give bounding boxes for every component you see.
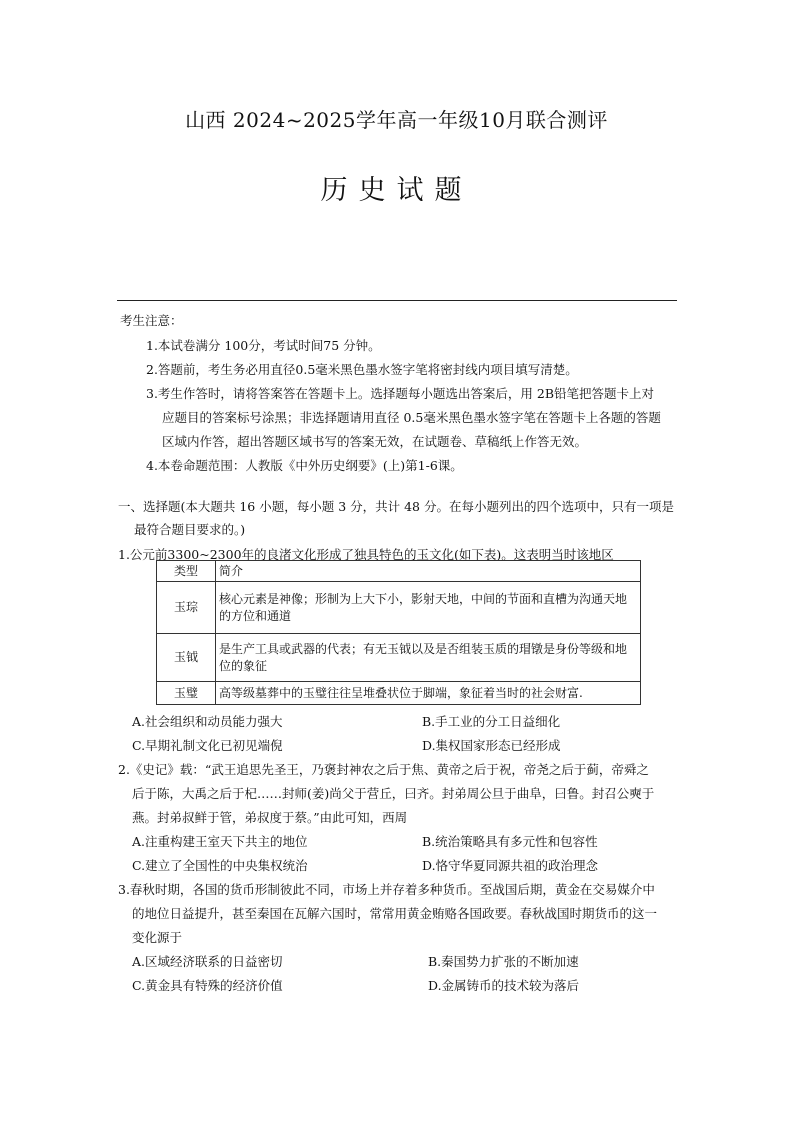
q3-stem-line: 的地位日益提升，甚至秦国在瓦解六国时，常常用黄金贿赂各国政要。春秋战国时期货币的这一 <box>132 906 658 921</box>
q1-option-c: C.早期礼制文化已初见端倪 <box>132 738 283 753</box>
table-cell-type: 玉钺 <box>157 634 216 682</box>
table-header-cell: 类型 <box>157 561 216 582</box>
header-divider <box>117 300 677 301</box>
notice-item: 1.本试卷满分 100分，考试时间75 分钟。 <box>146 338 381 353</box>
q2-option-a: A.注重构建王室天下共主的地位 <box>132 834 308 849</box>
table-header-row <box>157 561 641 582</box>
q2-option-b: B.统治策略具有多元性和包容性 <box>422 834 598 849</box>
q3-option-b: B.秦国势力扩张的不断加速 <box>428 954 579 969</box>
q2-option-c: C.建立了全国性的中央集权统治 <box>132 858 308 873</box>
table-cell-desc: 是生产工具或武器的代表；有无玉钺以及是否组装玉质的瑁镦是身份等级和地位的象征 <box>216 634 641 682</box>
notice-item: 4.本卷命题范围：人教版《中外历史纲要》(上)第1-6课。 <box>146 458 463 473</box>
q1-option-d: D.集权国家形态已经形成 <box>422 738 561 753</box>
table-cell-type: 玉琮 <box>157 582 216 634</box>
table-cell-type: 玉璧 <box>157 682 216 705</box>
notice-item: 区域内作答，超出答题区域书写的答案无效，在试题卷、草稿纸上作答无效。 <box>162 434 588 449</box>
section-heading: 一、选择题(本大题共 16 小题，每小题 3 分，共计 48 分。在每小题列出的四个选项中，只有一项是 <box>118 499 674 514</box>
q3-option-d: D.金属铸币的技术较为落后 <box>428 978 580 993</box>
notice-item: 2.答题前，考生务必用直径0.5毫米黑色墨水签字笔将密封线内项目填写清楚。 <box>146 362 578 377</box>
table-header-cell: 简介 <box>216 561 641 582</box>
section-heading-cont: 最符合题目要求的。) <box>134 522 246 537</box>
exam-subject: 历史试题 <box>320 175 473 206</box>
q1-option-a: A.社会组织和动员能力强大 <box>132 714 283 729</box>
q2-stem-line: 2.《史记》载：“武王追思先圣王，乃褒封神农之后于焦、黄帝之后于祝，帝尧之后于蓟，帝舜之 <box>118 762 649 777</box>
table-cell-desc: 核心元素是神像；形制为上大下小，影射天地，中间的节面和直槽为沟通天地的方位和通道 <box>216 582 641 634</box>
q1-jade-table <box>156 560 641 705</box>
q3-stem-line: 3.春秋时期，各国的货币形制彼此不同，市场上并存着多种货币。至战国后期，黄金在交易媒介中 <box>118 882 655 897</box>
table-row <box>157 634 641 682</box>
table-cell-desc: 高等级墓葬中的玉璧往往呈堆叠状位于脚端，象征着当时的社会财富. <box>216 682 641 705</box>
q1-stem: 1.公元前3300~2300年的良渚文化形成了独具特色的玉文化(如下表)。这表明当时该地区 <box>118 547 614 562</box>
notice-item: 3.考生作答时，请将答案答在答题卡上。选择题每小题选出答案后，用 2B铅笔把答题卡上对 <box>146 386 655 401</box>
exam-title: 山西 2024~2025学年高一年级10月联合测评 <box>185 108 608 132</box>
q3-option-c: C.黄金具有特殊的经济价值 <box>132 978 283 993</box>
q1-option-b: B.手工业的分工日益细化 <box>422 714 561 729</box>
notice-item: 应题目的答案标号涂黑；非选择题请用直径 0.5毫米黑色墨水签字笔在答题卡上各题的答题 <box>162 410 661 425</box>
q2-stem-line: 燕。封弟叔鲜于管，弟叔度于蔡。”由此可知，西周 <box>132 810 408 825</box>
table-row <box>157 582 641 634</box>
q3-option-a: A.区域经济联系的日益密切 <box>132 954 283 969</box>
table-row <box>157 682 641 705</box>
notice-heading: 考生注意： <box>120 313 183 328</box>
q2-option-d: D.恪守华夏同源共祖的政治理念 <box>422 858 599 873</box>
q3-stem-line: 变化源于 <box>132 930 183 945</box>
q2-stem-line: 后于陈，大禹之后于杞……封师(姜)尚父于营丘，曰齐。封弟周公旦于曲阜，曰鲁。封召公奭于 <box>132 786 655 801</box>
